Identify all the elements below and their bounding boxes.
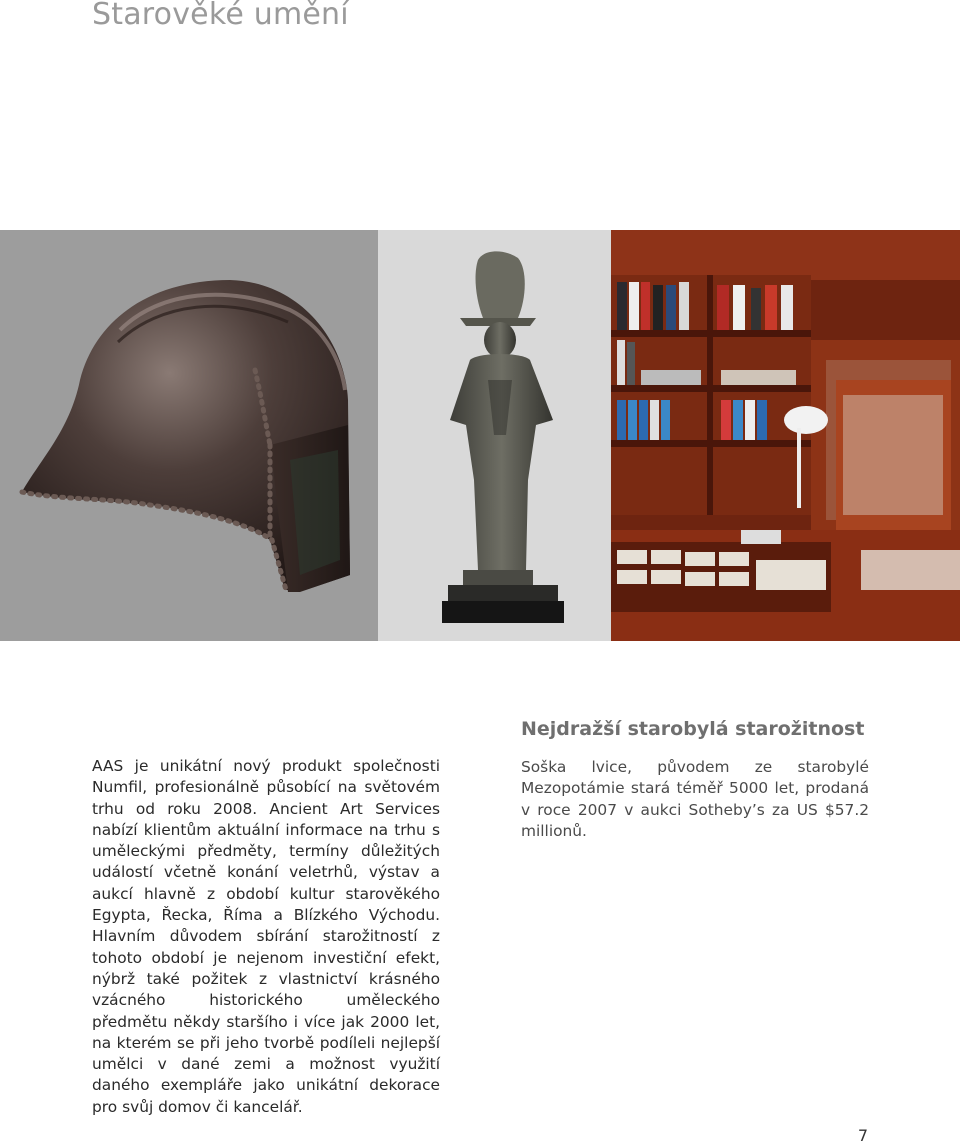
body-paragraph: AAS je unikátní nový produkt společnosti Numfil, profesionálně působící na světovém trhu od roku 2008. Ancient Art Services nabízí klientům aktuální informace na trhu s uměleckými předměty, termíny důležitých událostí včetně konání veletrhů, výstav a aukcí hlavně z období kultur starověkého Egypta, Řecka, Říma a Blízkého Východu. Hlavním důvodem sbírání starožitností z tohoto období je nejenom investiční efekt, nýbrž také požitek z vlastnictví krásného vzácného historického uměleckého předmětu někdy staršího i více jak 2000 let, na kterém se při jeho tvorbě podíleli nejlepší umělci v dané zemi a možnost využití daného exempláře jako unikátní dekorace pro svůj domov či kancelář. xyxy=(92,757,440,1116)
photo-strip xyxy=(0,230,960,641)
shop-photo xyxy=(611,230,960,641)
page-title: Starověké umění xyxy=(92,0,349,32)
sidebar-heading: Nejdražší starobylá starožitnost xyxy=(521,718,865,740)
page-number: 7 xyxy=(857,1126,868,1145)
helmet-photo xyxy=(0,230,378,641)
statuette-photo xyxy=(378,230,611,641)
sidebar-paragraph: Soška lvice, původem ze starobylé Mezopotámie stará téměř 5000 let, prodaná v roce 2007 v aukci Sotheby’s za US $57.2 millionů. xyxy=(521,758,869,840)
